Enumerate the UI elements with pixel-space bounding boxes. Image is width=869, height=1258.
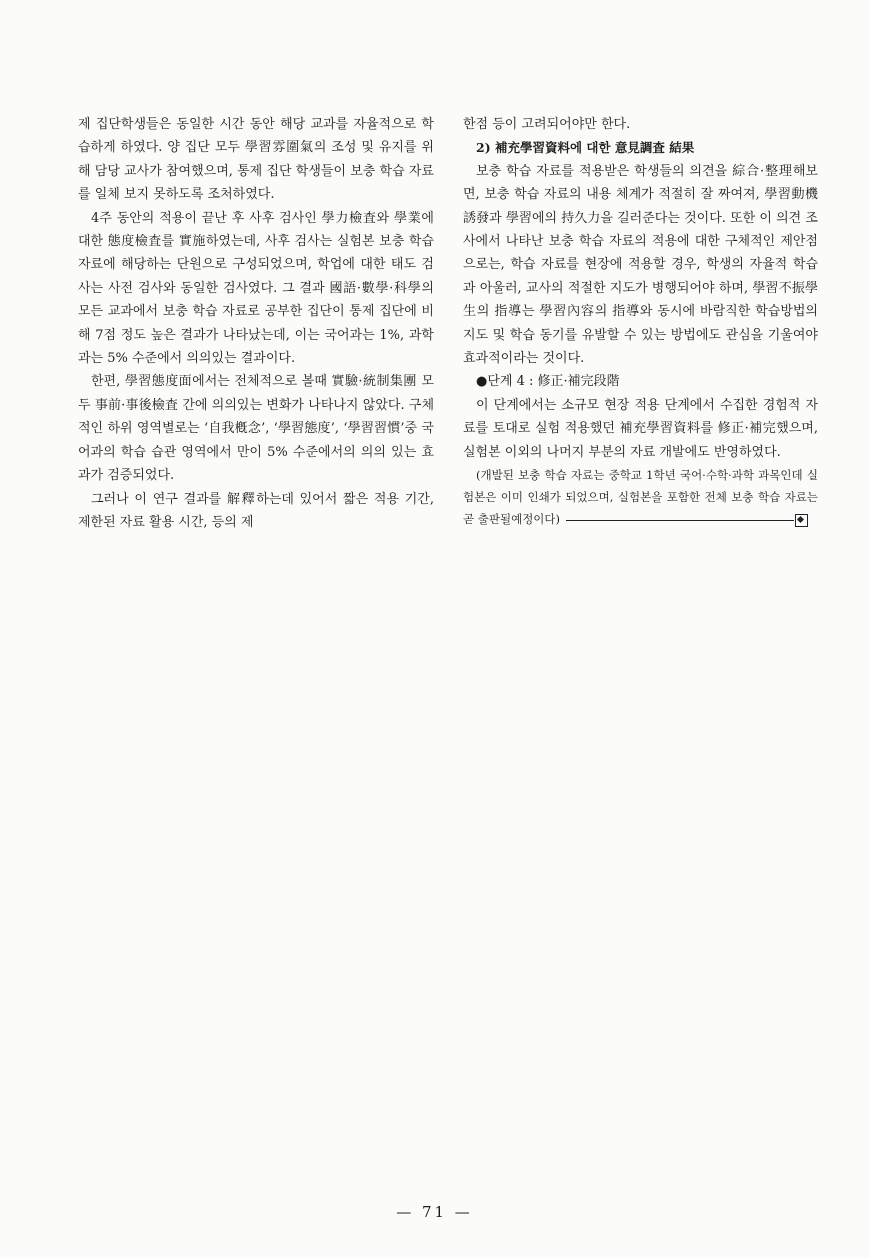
right-column [463,113,818,530]
end-diamond-icon [795,514,808,527]
revision-paragraph: 이 단계에서는 소규모 현장 적용 단계에서 수집한 경험적 자료를 토대로 실험 적용했던 補充學習資料를 修正·補完했으며, 실험본 이외의 나머지 부분의 자료 개발에도 반영하였다. [463,397,818,460]
paragraph-3: 한편, 學習態度面에서는 전체적으로 볼때 實驗·統制集團 모두 事前·事後檢査 간에 의의있는 변화가 나타나지 않았다. 구체적인 하위 영역별로는 ‘自我槪念’, ‘學習態度’, ‘學習習慣’중 국어과의 학습 습관 영역에서 만이 5% 수준에서의 의의 있는 효과가 검증되었다. [78,374,434,484]
left-column [78,113,434,534]
survey-paragraph: 보충 학습 자료를 적용받은 학생들의 의견을 綜合·整理해보면, 보충 학습 자료의 내용 체계가 적절히 잘 짜여져, 學習動機 誘發과 學習에의 持久力을 길러준다는 것이다. 또한 이 의견 조사에서 나타난 보충 학습 자료의 적용에 대한 구체적인 제안점으로는, 학습 자료를 현장에 적용할 경우, 학생의 자율적 학습과 아울러, 교사의 적절한 지도가 병행되어야 하며, 學習不振學生의 指導는 學習內容의 指導와 동시에 바람직한 학습방법의 지도 및 학습 동기를 유발할 수 있는 방법에도 관심을 기울여야 효과적이라는 것이다. [463,163,818,367]
section-heading: 2) 補充學習資料에 대한 意見調査 結果 [476,140,695,156]
footnote [463,464,818,530]
footnote-text: (개발된 보충 학습 자료는 중학교 1학년 국어·수학·과학 과목인데 실험본은 이미 인쇄가 되었으며, 실험본을 포함한 전체 보충 학습 자료는 곧 출판될예정이다) [463,468,818,527]
end-rule [566,520,794,521]
paragraph-4: 그러나 이 연구 결과를 解釋하는데 있어서 짧은 적용 기간, 제한된 자료 활용 시간, 등의 제 [78,491,434,530]
continuation-text: 한점 등이 고려되어야만 한다. [463,117,631,132]
page-number: — 71 — [396,1203,473,1221]
paragraph-2: 4주 동안의 적용이 끝난 후 사후 검사인 學力檢査와 學業에 대한 態度檢査를 實施하였는데, 사후 검사는 실험본 보충 학습 자료에 해당하는 단원으로 구성되었으며, 학업에 대한 태도 검사는 사전 검사와 동일한 검사였다. 그 결과 國語·數學·科學의 모든 교과에서 보충 학습 자료로 공부한 집단이 통제 집단에 비해 7점 정도 높은 결과가 나타났는데, 이는 국어과는 1%, 과학과는 5% 수준에서 의의있는 결과이다. [78,210,434,367]
step-4-title: ●단계 4 : 修正·補完段階 [476,374,620,390]
paragraph-1: 제 집단학생들은 동일한 시간 동안 해당 교과를 자율적으로 학습하게 하였다. 양 집단 모두 學習雰圍氣의 조성 및 유지를 위해 담당 교사가 참여했으며, 통제 집단 학생들이 보충 학습 자료를 일체 보지 못하도록 조처하였다. [78,117,434,203]
